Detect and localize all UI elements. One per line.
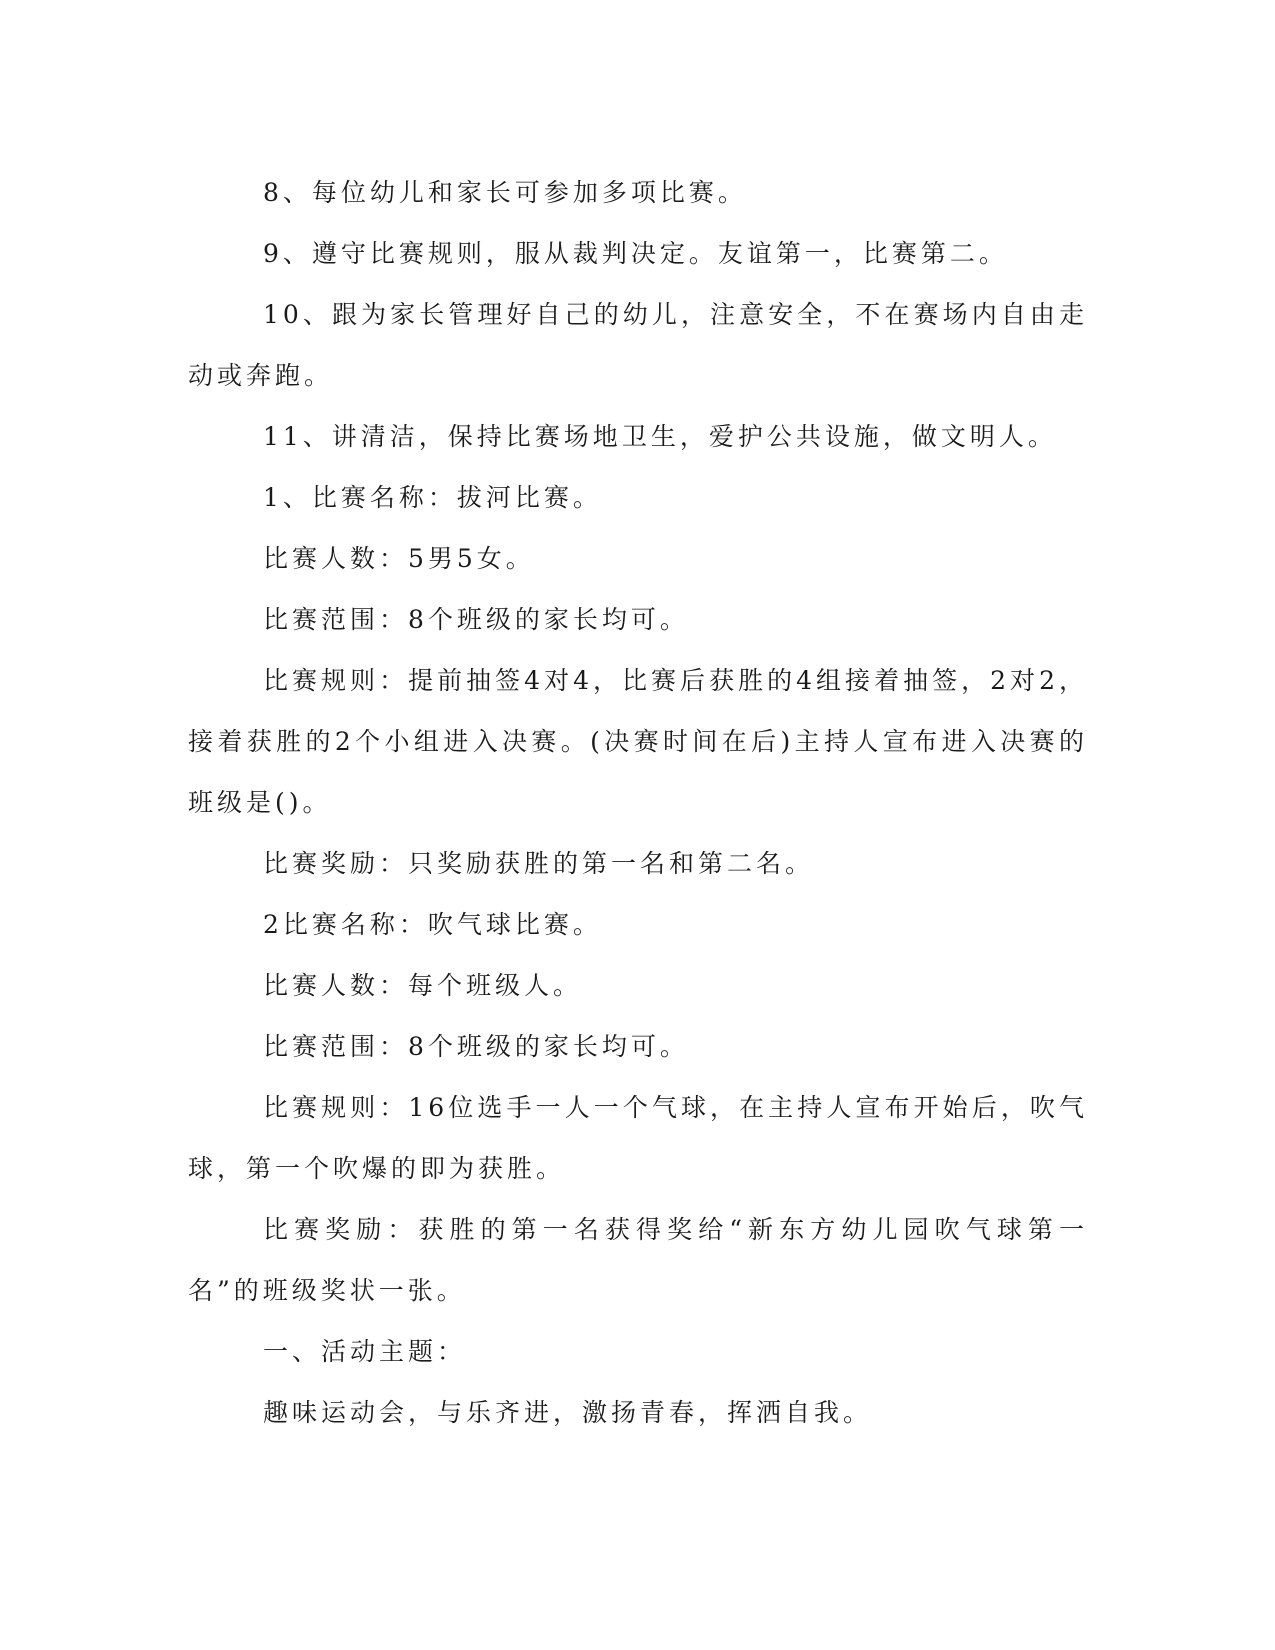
document-body	[188, 162, 1088, 1443]
paragraph-contest1-scope: 比赛范围：8个班级的家长均可。	[263, 605, 689, 634]
paragraph-contest2-rules: 比赛规则：16位选手一人一个气球，在主持人宣布开始后，吹气球，第一个吹爆的即为获胜。	[188, 1093, 1088, 1183]
paragraph-contest2-reward: 比赛奖励：获胜的第一名获得奖给“新东方幼儿园吹气球第一名”的班级奖状一张。	[188, 1215, 1088, 1305]
paragraph-contest2-name: 2比赛名称：吹气球比赛。	[263, 910, 602, 939]
paragraph-contest1-rules: 比赛规则：提前抽签4对4，比赛后获胜的4组接着抽签，2对2，接着获胜的2个小组进入决赛。(决赛时间在后)主持人宣布进入决赛的班级是()。	[188, 666, 1088, 817]
paragraph-contest1-reward: 比赛奖励：只奖励获胜的第一名和第二名。	[263, 849, 815, 878]
paragraph-rule-8: 8、每位幼儿和家长可参加多项比赛。	[263, 178, 747, 207]
paragraph-theme: 趣味运动会，与乐齐进，激扬青春，挥洒自我。	[263, 1398, 873, 1427]
section-heading-theme: 一、活动主题：	[263, 1337, 467, 1366]
paragraph-contest2-scope: 比赛范围：8个班级的家长均可。	[263, 1032, 689, 1061]
paragraph-rule-11: 11、讲清洁，保持比赛场地卫生，爱护公共设施，做文明人。	[263, 422, 1057, 451]
paragraph-contest1-name: 1、比赛名称：拔河比赛。	[263, 483, 602, 512]
paragraph-contest1-participants: 比赛人数：5男5女。	[263, 544, 535, 573]
paragraph-rule-9: 9、遵守比赛规则，服从裁判决定。友谊第一，比赛第二。	[263, 239, 1008, 268]
paragraph-contest2-participants: 比赛人数：每个班级人。	[263, 971, 583, 1000]
paragraph-rule-10: 10、跟为家长管理好自己的幼儿，注意安全，不在赛场内自由走动或奔跑。	[188, 300, 1088, 390]
